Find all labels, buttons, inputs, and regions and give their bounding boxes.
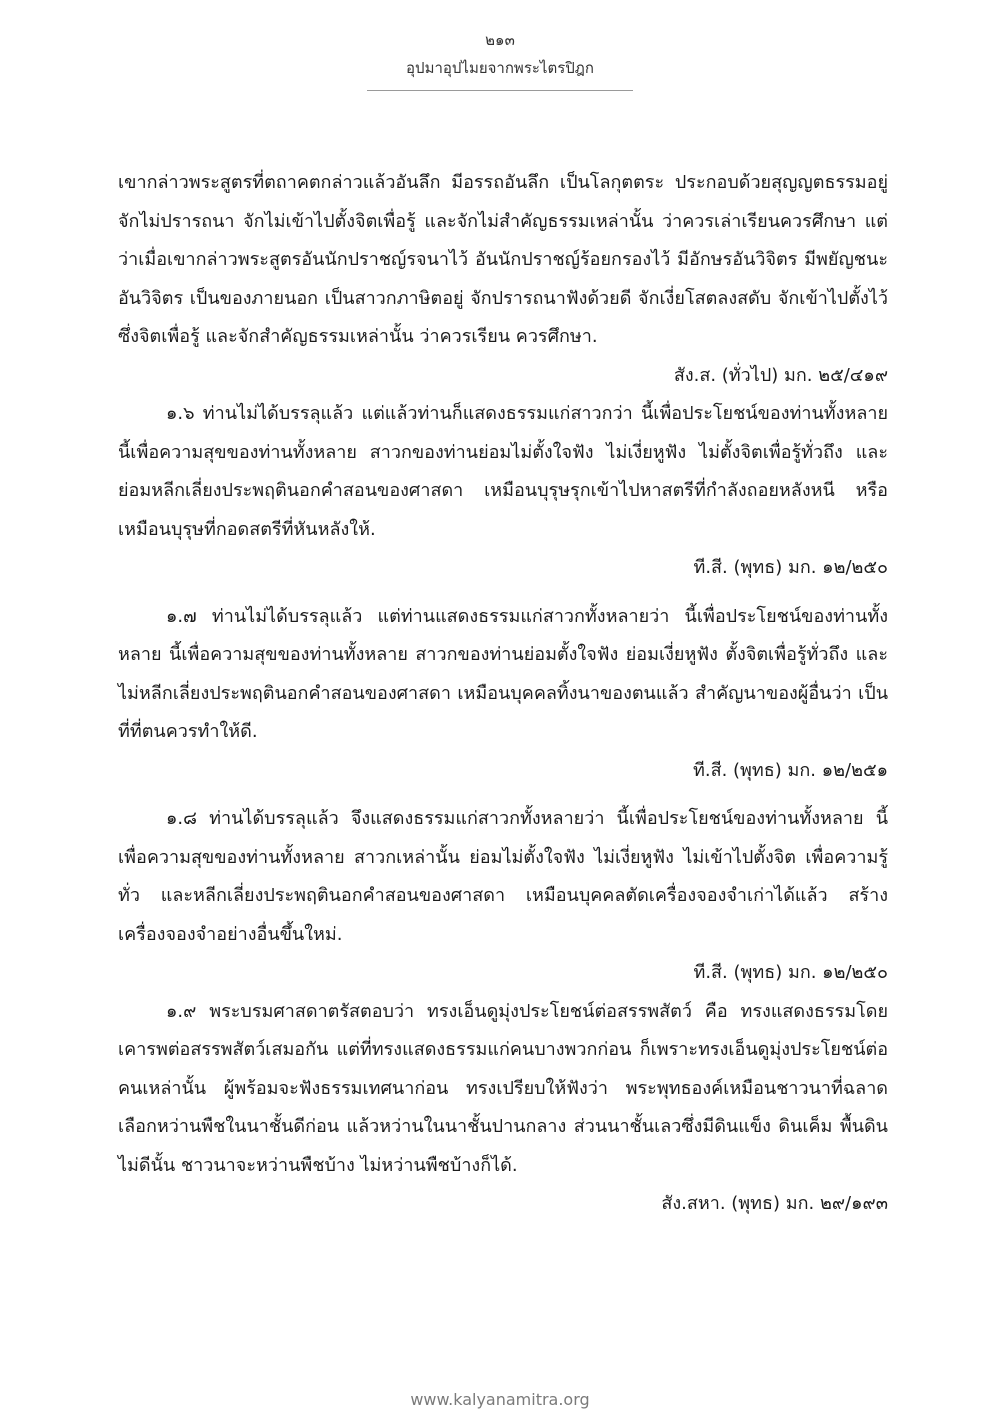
section-1-8-paragraph: ๑.๘ ท่านได้บรรลุแล้ว จึงแสดงธรรมแก่สาวกทั้งหลายว่า นี้เพื่อประโยชน์ของท่านทั้งหลาย นี้เพื่อความสุขของท่านทั้งหลาย สาวกเหล่านั้น ย่อมไม่ตั้งใจฟัง ไม่เงี่ยหูฟัง ไม่เข้าไปตั้งจิต เพื่อความรู้ทั่ว และหลีกเลี่ยงประพฤตินอกคำสอนของศาสดา เหมือนบุคคลตัดเครื่องจองจำเก่าได้แล้ว สร้างเครื่องจองจำอย่างอื่นขึ้นใหม่.: [118, 808, 888, 945]
section-1-9-paragraph: ๑.๙ พระบรมศาสดาตรัสตอบว่า ทรงเอ็นดูมุ่งประโยชน์ต่อสรรพสัตว์ คือ ทรงแสดงธรรมโดยเคารพต่อสรรพสัตว์เสมอกัน แต่ที่ทรงแสดงธรรมแก่คนบางพวกก่อน ก็เพราะทรงเอ็นดูมุ่งประโยชน์ต่อคนเหล่านั้น ผู้พร้อมจะฟังธรรมเทศนาก่อน ทรงเปรียบให้ฟังว่า พระพุทธองค์เหมือนชาวนาที่ฉลาดเลือกหว่านพืชในนาชั้นดีก่อน แล้วหว่านในนาชั้นปานกลาง ส่วนนาชั้นเลวซึ่งมีดินแข็ง ดินเค็ม พื้นดินไม่ดีนั้น ชาวนาจะหว่านพืชบ้าง ไม่หว่านพืชบ้างก็ได้.: [118, 1000, 888, 1176]
section-1-9-reference: สัง.สหา. (พุทธ) มก. ๒๙/๑๙๓: [661, 1193, 888, 1214]
page-number: ๒๑๓: [485, 31, 515, 49]
section-1-6-reference: ที.สี. (พุทธ) มก. ๑๒/๒๕๐: [693, 557, 888, 578]
footer-website: www.kalyanamitra.org: [410, 1390, 590, 1409]
intro-paragraph: เขากล่าวพระสูตรที่ตถาคตกล่าวแล้วอันลึก มีอรรถอันลึก เป็นโลกุตตระ ประกอบด้วยสุญญตธรรมอยู่ จักไม่ปรารถนา จักไม่เข้าไปตั้งจิตเพื่อรู้ และจักไม่สำคัญธรรมเหล่านั้น ว่าควรเล่าเรียนควรศึกษา แต่ว่าเมื่อเขากล่าวพระสูตรอันนักปราชญ์รจนาไว้ อันนักปราชญ์ร้อยกรองไว้ มีอักษรอันวิจิตร มีพยัญชนะอันวิจิตร เป็นของภายนอก เป็นสาวกภาษิตอยู่ จักปรารถนาฟังด้วยดี จักเงี่ยโสตลงสดับ จักเข้าไปตั้งไว้ซึ่งจิตเพื่อรู้ และจักสำคัญธรรมเหล่านั้น ว่าควรเรียน ควรศึกษา.: [118, 172, 888, 347]
section-1-6-paragraph: ๑.๖ ท่านไม่ได้บรรลุแล้ว แต่แล้วท่านก็แสดงธรรมแก่สาวกว่า นี้เพื่อประโยชน์ของท่านทั้งหลาย นี้เพื่อความสุขของท่านทั้งหลาย สาวกของท่านย่อมไม่ตั้งใจฟัง ไม่เงี่ยหูฟัง ไม่ตั้งจิตเพื่อรู้ทั่วถึง และย่อมหลีกเลี่ยงประพฤตินอกคำสอนของศาสดา เหมือนบุรุษรุกเข้าไปหาสตรีที่กำลังถอยหลังหนี หรือเหมือนบุรุษที่กอดสตรีที่หันหลังให้.: [118, 403, 888, 540]
intro-reference: สัง.ส. (ทั่วไป) มก. ๒๕/๔๑๙: [673, 364, 888, 386]
section-1-8-reference: ที.สี. (พุทธ) มก. ๑๒/๒๕๐: [693, 962, 888, 983]
running-title: อุปมาอุปไมยจากพระไตรปิฎก: [406, 59, 594, 77]
page-header: [0, 30, 1000, 91]
header-divider: [367, 90, 633, 91]
section-1-7-reference: ที.สี. (พุทธ) มก. ๑๒/๒๕๑: [693, 759, 888, 781]
document-body: [118, 164, 888, 1224]
section-1-7-paragraph: ๑.๗ ท่านไม่ได้บรรลุแล้ว แต่ท่านแสดงธรรมแก่สาวกทั้งหลายว่า นี้เพื่อประโยชน์ของท่านทั้งหลาย นี้เพื่อความสุขของท่านทั้งหลาย สาวกของท่านย่อมตั้งใจฟัง ย่อมเงี่ยหูฟัง ตั้งจิตเพื่อรู้ทั่วถึง และไม่หลีกเลี่ยงประพฤตินอกคำสอนของศาสดา เหมือนบุคคลทิ้งนาของตนแล้ว สำคัญนาของผู้อื่นว่า เป็นที่ที่ตนควรทำให้ดี.: [118, 605, 888, 742]
